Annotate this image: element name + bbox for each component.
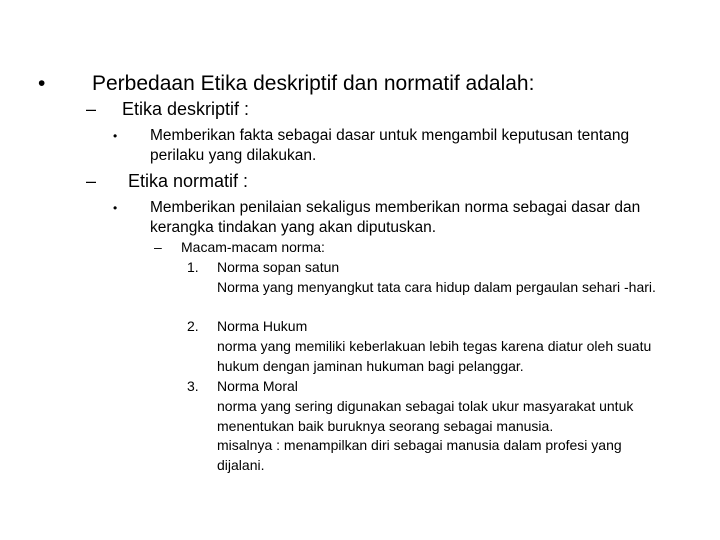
slide-heading: Perbedaan Etika deskriptif dan normatif adalah: xyxy=(92,72,535,95)
descriptive-point: Memberikan fakta sebagai dasar untuk mengambil keputusan tentang perilaku yang dilakukan. xyxy=(150,127,630,164)
descriptive-point-bullet: • xyxy=(113,129,118,143)
norm-example: misalnya : menampilkan diri sebagai manusia dalam profesi yang dijalani. xyxy=(217,437,622,473)
norm-number: 2. xyxy=(187,318,199,334)
norm-description: norma yang memiliki keberlakuan lebih tegas karena diatur oleh suatu hukum dengan jaminan hukuman bagi pelanggar. xyxy=(217,338,652,374)
norms-dash: – xyxy=(154,239,162,255)
normative-label: Etika normatif : xyxy=(128,171,249,191)
normative-point: Memberikan penilaian sekaligus memberikan norma sebagai dasar dan kerangka tindakan yang akan diputuskan. xyxy=(150,199,641,236)
norm-name: Norma Hukum xyxy=(217,318,308,334)
norm-number: 1. xyxy=(187,259,199,275)
descriptive-dash: – xyxy=(86,99,97,119)
norm-name: Norma Moral xyxy=(217,378,298,394)
norm-number: 3. xyxy=(187,378,199,394)
norm-name: Norma sopan satun xyxy=(217,259,340,275)
norm-description: Norma yang menyangkut tata cara hidup dalam pergaulan sehari -hari. xyxy=(217,279,656,295)
norm-description: norma yang sering digunakan sebagai tolak ukur masyarakat untuk menentukan baik buruknya seorang sebagai manusia. xyxy=(217,398,634,434)
normative-point-bullet: • xyxy=(113,201,118,215)
heading-bullet: • xyxy=(38,72,46,95)
normative-dash: – xyxy=(86,171,97,191)
norms-title: Macam-macam norma: xyxy=(181,239,325,255)
descriptive-label: Etika deskriptif : xyxy=(122,99,250,119)
